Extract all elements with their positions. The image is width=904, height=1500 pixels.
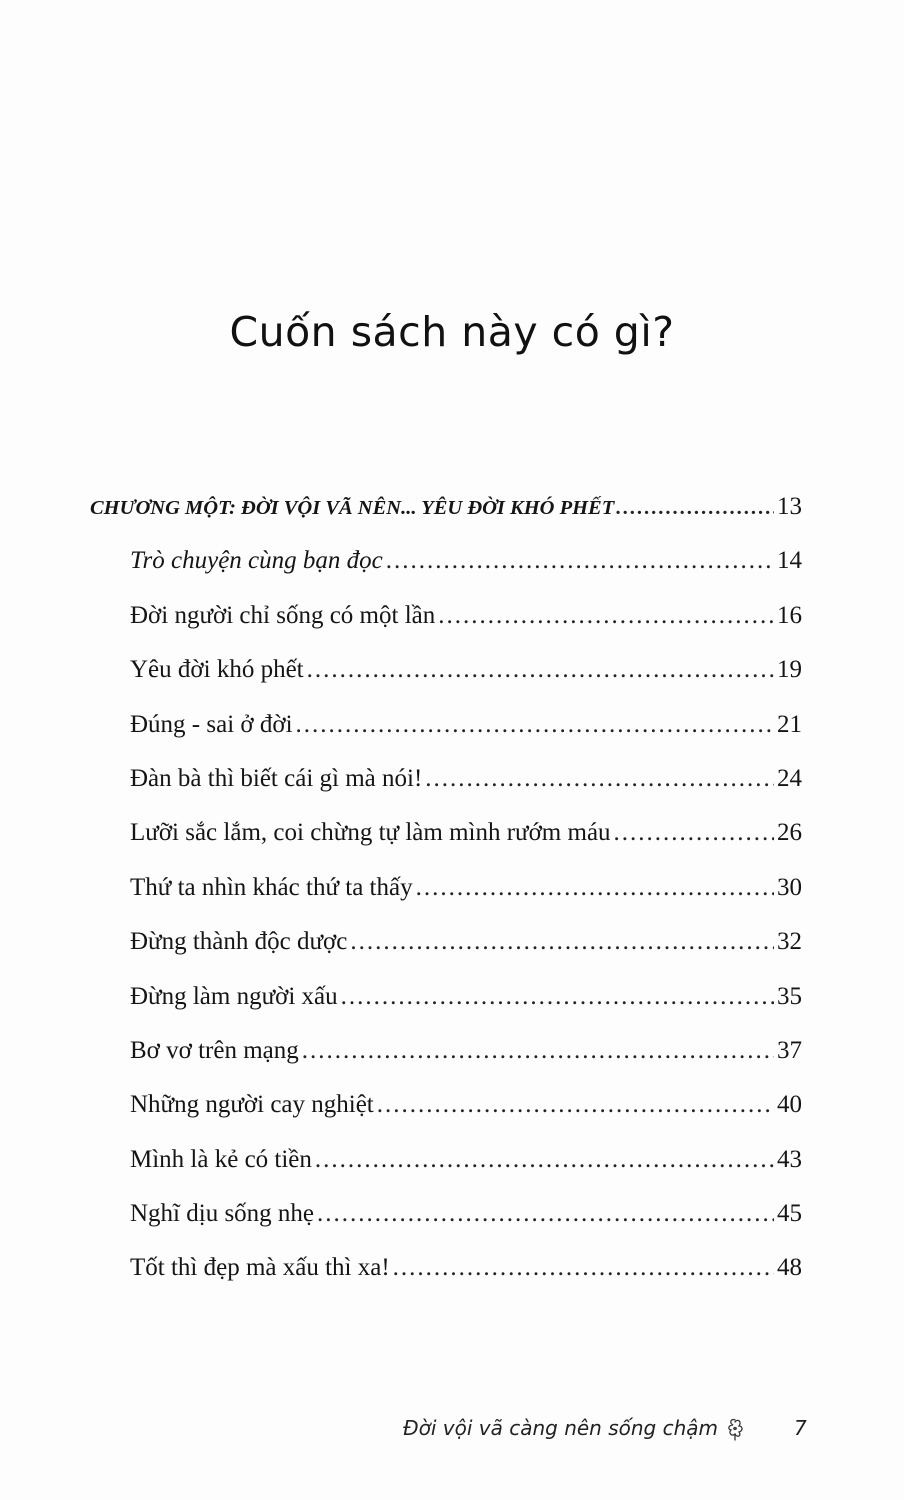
toc-entry [130,1032,802,1086]
toc-entry [130,706,802,760]
toc-entry-label: Thứ ta nhìn khác thứ ta thấy [130,873,413,901]
toc-page-number: 26 [777,819,802,847]
toc-entry-label: Tốt thì đẹp mà xấu thì xa! [130,1254,390,1282]
page-footer [0,1416,904,1450]
toc-leader-dots [296,706,774,744]
toc-entry-label: Đàn bà thì biết cái gì mà nói! [130,764,423,792]
toc-chapter-label: CHƯƠNG MỘT: ĐỜI VỘI VÃ NÊN... YÊU ĐỜI KHÓ PHẾT [90,497,615,519]
toc-page-number: 13 [777,493,802,520]
toc-entry-label: Mình là kẻ có tiền [130,1145,312,1173]
toc-leader-dots [386,542,774,580]
toc-leader-dots [438,597,774,635]
toc-entry [130,542,802,596]
toc-leader-dots [616,489,774,527]
toc-entry [130,869,802,923]
table-of-contents [90,488,802,1304]
toc-entry [130,978,802,1032]
toc-entry-label: Đời người chỉ sống có một lần [130,601,436,629]
toc-entry [130,760,802,814]
toc-entry-label: Bơ vơ trên mạng [130,1036,299,1064]
toc-entry [130,651,802,705]
page-title: Cuốn sách này có gì? [229,308,675,356]
toc-leader-dots [315,1141,774,1179]
toc-entry-label: Đừng làm người xấu [130,982,338,1010]
toc-entry [130,1195,802,1249]
toc-page-number: 35 [777,982,802,1010]
toc-entry-label: Đúng - sai ở đời [130,710,293,738]
toc-entry [130,814,802,868]
toc-entry [130,597,802,651]
toc-page-number: 14 [777,547,802,575]
toc-entry [130,923,802,977]
toc-entry [130,1249,802,1303]
toc-entry-label: Những người cay nghiệt [130,1091,374,1119]
toc-page-number: 30 [777,873,802,901]
toc-leader-dots [307,651,774,689]
toc-page-number: 43 [777,1145,802,1173]
toc-leader-dots [317,1195,774,1233]
toc-leader-dots [393,1249,774,1287]
toc-entry-label: Yêu đời khó phết [130,656,304,684]
toc-page-number: 32 [777,928,802,956]
toc-page-number: 45 [777,1200,802,1228]
toc-page-number: 48 [777,1254,802,1282]
toc-chapter-entry [90,488,802,542]
toc-entry [130,1086,802,1140]
toc-leader-dots [341,978,774,1016]
toc-entry [130,1141,802,1195]
toc-leader-dots [416,869,774,907]
toc-page-number: 40 [777,1091,802,1119]
toc-page-number: 16 [777,601,802,629]
toc-entry-label: Lưỡi sắc lắm, coi chừng tự làm mình rướm máu [130,819,611,847]
flower-ornament-icon [722,1416,748,1442]
toc-leader-dots [377,1086,774,1124]
toc-entry-label: Nghĩ dịu sống nhẹ [130,1200,315,1228]
toc-leader-dots [350,923,774,961]
toc-entry-label: Trò chuyện cùng bạn đọc [130,547,383,575]
toc-page-number: 21 [777,710,802,738]
toc-page-number: 37 [777,1036,802,1064]
toc-entry-label: Đừng thành độc dược [130,928,348,956]
toc-page-number: 24 [777,764,802,792]
footer-book-title: Đời vội vã càng nên sống chậm [403,1416,718,1440]
footer-page-number: 7 [794,1416,807,1440]
toc-leader-dots [614,814,774,852]
toc-leader-dots [425,760,774,798]
toc-page-number: 19 [777,656,802,684]
toc-leader-dots [302,1032,774,1070]
